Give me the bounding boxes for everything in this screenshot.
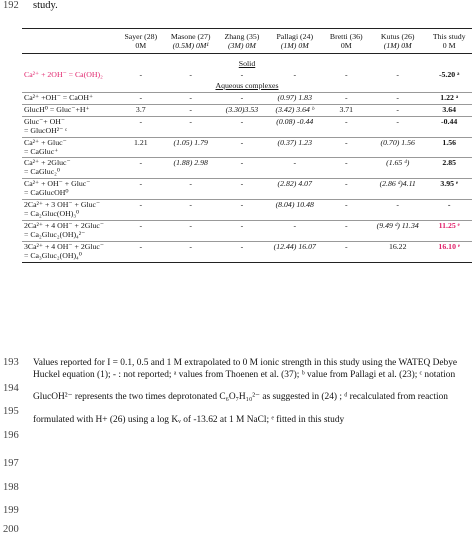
reaction-cell: Ca²⁺ + OH⁻ + Gluc⁻ = CaGlucOH⁰: [22, 179, 118, 200]
line-number: 197: [3, 458, 19, 469]
reaction-header: [22, 29, 118, 54]
header-kutus: Kutus (26) (1M) 0M: [369, 29, 426, 54]
header-sayer: Sayer (28) 0M: [118, 29, 164, 54]
value-cell: -: [218, 158, 266, 179]
value-cell: -: [369, 104, 426, 116]
value-cell: -: [240, 69, 244, 79]
line-number: 196: [3, 430, 19, 441]
value-cell: -: [118, 200, 164, 221]
header-pallagi: Pallagi (24) (1M) 0M: [266, 29, 323, 54]
reaction-cell: Ca²⁺ + 2Gluc⁻ = CaGluc₂⁰: [22, 158, 118, 179]
reaction-cell: Ca²⁺ + Gluc⁻ = CaGluc⁺: [22, 137, 118, 158]
data-table: [22, 28, 472, 263]
value-cell: -: [369, 116, 426, 137]
value-cell: (3.30)3.53: [225, 104, 259, 114]
value-cell: -: [118, 92, 164, 104]
line-number: 193: [3, 357, 19, 368]
reaction-cell: 2Ca²⁺ + 3 OH⁻ + Gluc⁻ = Ca₂Gluc(OH)₃⁰: [22, 200, 118, 221]
value-cell: (0.08) -0.44: [276, 116, 314, 126]
line-number: 198: [3, 482, 19, 493]
value-cell: -: [323, 92, 369, 104]
value-cell: (8.04) 10.48: [275, 200, 314, 210]
header-row: [22, 29, 472, 54]
reaction-cell: Ca²⁺ + 2OH⁻ = Ca(OH)₂: [24, 69, 103, 79]
header-masone: Masone (27) (0.5M) 0M¹: [164, 29, 218, 54]
reaction-cell: Gluc⁻+ OH⁻ = GlucOH²⁻ ᶜ: [22, 116, 118, 137]
reaction-cell: 3Ca²⁺ + 4 OH⁻ + 2Gluc⁻ = Ca₃Gluc₂(OH)₄⁰: [22, 242, 118, 263]
section-row: [22, 53, 472, 69]
value-cell: -: [118, 242, 164, 263]
header-zhang: Zhang (35) (3M) 0M: [218, 29, 266, 54]
value-cell: 3.71: [323, 104, 369, 116]
table-row: [22, 221, 472, 242]
value-cell: -0.44: [426, 116, 472, 137]
header-this-study: This study 0 M: [426, 29, 472, 54]
section-solid: Solid: [238, 58, 256, 68]
value-cell: -: [139, 69, 143, 79]
value-cell: (12.44) 16.07: [273, 242, 316, 252]
line-number: 195: [3, 406, 19, 417]
value-cell: -: [369, 200, 426, 221]
value-cell: -: [189, 69, 192, 79]
table-row: [22, 116, 472, 137]
reaction-cell: GlucH⁰ = Gluc⁻+H⁺: [22, 104, 118, 116]
value-cell: -: [118, 221, 164, 242]
table-row: [22, 242, 472, 263]
value-cell: -: [344, 69, 348, 79]
value-cell: 1.22 ᵃ: [426, 92, 472, 104]
value-cell: (1.88) 2.98: [173, 158, 208, 168]
line-number: 200: [3, 524, 19, 535]
value-cell: 3.7: [118, 104, 164, 116]
value-cell: -: [164, 104, 218, 116]
value-cell: (3.42) 3.64 ᵇ: [275, 104, 314, 114]
table-notes: [33, 357, 471, 436]
value-cell: (2.82) 4.07: [277, 179, 312, 189]
note-line: Values reported for I = 0.1, 0.5 and 1 M extrapolated to 0 M ionic strength in this study using the WATEQ Debye Huckel equation (1); - : not reported; ᵃ values from Thoenen et al. (37); ᵇ value from Pallagi et al. (23); ᶜ notation: [33, 358, 458, 381]
value-cell: (9.49 ᵈ) 11.34: [376, 221, 419, 231]
value-cell: (0.97) 1.83: [277, 92, 312, 102]
value-cell: -: [323, 221, 369, 242]
value-cell: -: [164, 221, 218, 242]
value-cell: -: [164, 92, 218, 104]
top-text: study.: [33, 0, 58, 11]
value-cell: -: [164, 242, 218, 263]
value-cell: -: [118, 116, 164, 137]
value-cell: 11.25 ᵉ: [426, 221, 472, 242]
table-row: [22, 200, 472, 221]
value-cell: (2.86 ᵈ)4.11: [379, 179, 416, 189]
value-cell: -: [293, 69, 297, 79]
value-cell: -: [218, 116, 266, 137]
value-cell: -: [323, 179, 369, 200]
section-aqueous: Aqueous complexes: [215, 80, 279, 90]
value-cell: (0.37) 1.23: [277, 137, 312, 147]
note-line: formulated with H+ (26) using a log Kᵥ of -13.62 at 1 M NaCl; ᵉ fitted in this study: [33, 414, 345, 425]
table-row: [22, 92, 472, 104]
value-cell: -: [323, 242, 369, 263]
value-cell: 2.85: [426, 158, 472, 179]
value-cell: (0.70) 1.56: [380, 137, 415, 147]
section-row: [22, 81, 472, 92]
value-cell: -: [218, 221, 266, 242]
value-cell: -: [323, 116, 369, 137]
table-row: [22, 104, 472, 116]
value-cell: 16.22: [369, 242, 426, 263]
value-cell: -: [218, 200, 266, 221]
line-number: 192: [3, 0, 19, 11]
value-cell: (1.65 ᵈ): [386, 158, 410, 168]
value-cell: -: [323, 200, 369, 221]
value-cell: -5.20 ᵃ: [438, 69, 460, 79]
value-cell: 1.56: [426, 137, 472, 158]
value-cell: 16.10 ᵉ: [426, 242, 472, 263]
reaction-cell: Ca²⁺ +OH⁻ = CaOH⁺: [22, 92, 118, 104]
header-bretti: Bretti (36) 0M: [323, 29, 369, 54]
value-cell: -: [118, 158, 164, 179]
value-cell: -: [266, 158, 323, 179]
line-number: 199: [3, 505, 19, 516]
value-cell: -: [164, 116, 218, 137]
value-cell: -: [369, 92, 426, 104]
value-cell: (1.05) 1.79: [173, 137, 208, 147]
value-cell: 3.95 ᵉ: [426, 179, 472, 200]
value-cell: -: [218, 242, 266, 263]
value-cell: 3.64: [426, 104, 472, 116]
value-cell: -: [396, 69, 400, 79]
line-number: 194: [3, 383, 19, 394]
table-row: [22, 158, 472, 179]
value-cell: -: [266, 221, 323, 242]
value-cell: -: [323, 137, 369, 158]
value-cell: -: [218, 137, 266, 158]
table-row: [22, 137, 472, 158]
table-row: [22, 179, 472, 200]
note-line: GlucOH²⁻ represents the two times deprotonated C₆O₇H₁₀²⁻ as suggested in (24) ; ᵈ recalculated from reaction: [33, 392, 448, 403]
value-cell: -: [426, 200, 472, 221]
value-cell: -: [118, 179, 164, 200]
value-cell: -: [218, 92, 266, 104]
value-cell: 1.21: [118, 137, 164, 158]
value-cell: -: [164, 179, 218, 200]
value-cell: -: [218, 179, 266, 200]
reaction-cell: 2Ca²⁺ + 4 OH⁻ + 2Gluc⁻ = Ca₂Gluc₂(OH)₄²⁻: [22, 221, 118, 242]
value-cell: -: [164, 200, 218, 221]
value-cell: -: [323, 158, 369, 179]
table-row: [22, 70, 472, 81]
